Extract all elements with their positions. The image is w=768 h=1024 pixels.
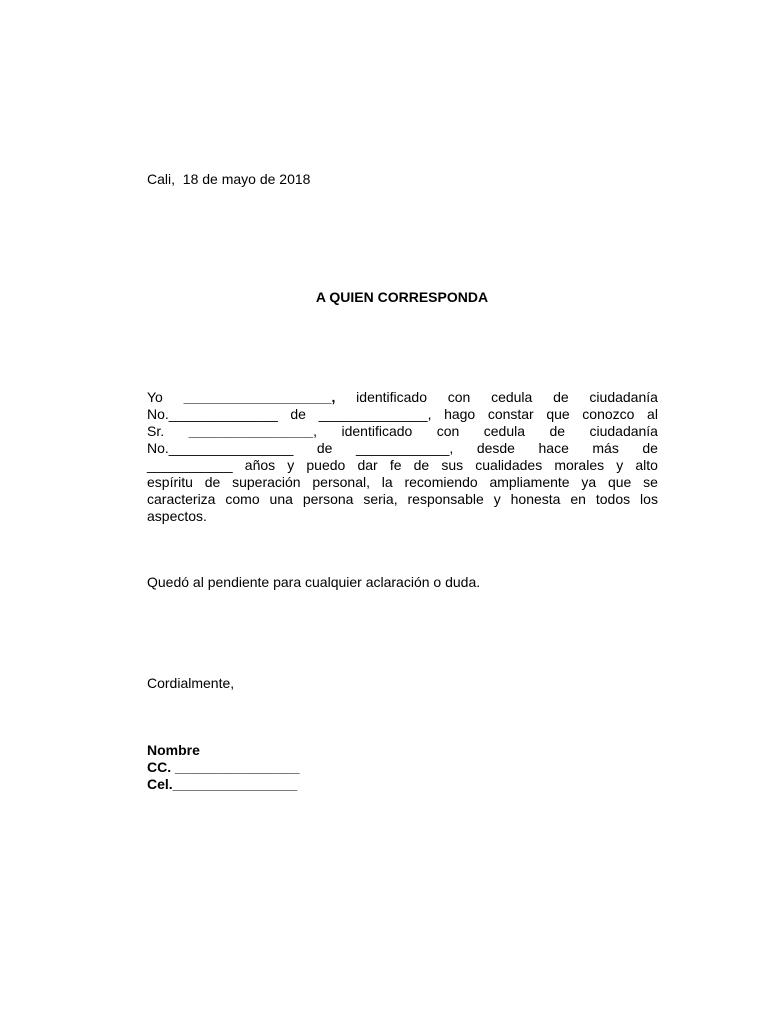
body-line-2 <box>147 406 658 423</box>
word: años <box>244 457 276 473</box>
word: la <box>381 474 393 490</box>
word: alto <box>635 457 658 473</box>
word: hace <box>538 440 569 456</box>
body-line-5 <box>147 457 658 474</box>
word: sus <box>441 457 464 473</box>
word: identificado <box>341 423 413 439</box>
word: , <box>313 423 318 439</box>
letter-body <box>147 389 658 525</box>
word: los <box>640 491 658 507</box>
word: constar <box>487 406 534 422</box>
sr-name-blank: ________________ <box>188 423 314 439</box>
regards-line: Cordialmente, <box>147 675 235 691</box>
word: de <box>290 406 306 422</box>
word: Sr. <box>147 423 165 439</box>
word: dar <box>357 457 378 473</box>
word: se <box>643 474 658 490</box>
signature-block <box>147 742 300 793</box>
word: ciudadanía <box>589 389 658 405</box>
body-line-3 <box>147 423 658 440</box>
word: y <box>287 457 295 473</box>
word: cedula <box>491 389 533 405</box>
word: de <box>642 440 658 456</box>
word: Yo <box>147 389 163 405</box>
body-line-6 <box>147 474 658 491</box>
word: ______________, <box>318 406 432 422</box>
word: con <box>436 423 460 439</box>
signature-cel: Cel.________________ <box>147 776 298 792</box>
letter-heading: A QUIEN CORRESPONDA <box>315 289 489 305</box>
body-line-8 <box>147 508 658 525</box>
name-blank: ___________________, <box>183 389 336 405</box>
word: hago <box>444 406 476 422</box>
word: todos <box>595 491 631 507</box>
word: superación <box>232 474 301 490</box>
word: identificado <box>356 389 427 405</box>
word: ___________ <box>147 457 233 473</box>
word: morales <box>554 457 605 473</box>
word: honesta <box>510 491 561 507</box>
word: cedula <box>483 423 526 439</box>
word: personal, <box>312 474 370 490</box>
sr-name-group <box>189 423 317 440</box>
word: persona <box>302 491 354 507</box>
word: puedo <box>306 457 346 473</box>
word: de <box>413 457 430 473</box>
word: de <box>549 423 566 439</box>
body-line-4 <box>147 440 658 457</box>
word: ya <box>581 474 597 490</box>
word: al <box>647 406 658 422</box>
closing-line: Quedó al pendiente para cualquier aclaración o duda. <box>147 574 481 590</box>
word: que <box>546 406 570 422</box>
word: de <box>553 389 569 405</box>
word: No.________________ <box>147 440 294 456</box>
word: una <box>269 491 293 507</box>
word: en <box>570 491 586 507</box>
word: de <box>316 440 333 456</box>
signature-cc: CC. ________________ <box>147 759 300 775</box>
word: y <box>616 457 624 473</box>
word: desde <box>476 440 515 456</box>
word: más <box>592 440 619 456</box>
word: aspectos. <box>147 508 207 524</box>
word: espíritu <box>147 474 193 490</box>
word: No.______________ <box>147 406 278 422</box>
word: conozco <box>582 406 635 422</box>
word: ciudadanía <box>589 423 658 439</box>
date-line: Cali, 18 de mayo de 2018 <box>147 171 311 187</box>
word: recomiendo <box>404 474 478 490</box>
word: y <box>493 491 501 507</box>
word: ampliamente <box>489 474 570 490</box>
word: de <box>204 474 221 490</box>
word: que <box>607 474 632 490</box>
body-line-1 <box>147 389 658 406</box>
word: seria, <box>363 491 398 507</box>
word: caracteriza <box>147 491 216 507</box>
word: como <box>225 491 260 507</box>
word: con <box>447 389 471 405</box>
word: fe <box>389 457 402 473</box>
signature-name: Nombre <box>147 742 200 758</box>
word: ____________, <box>355 440 454 456</box>
word: cualidades <box>475 457 543 473</box>
word: responsable <box>407 491 484 507</box>
body-line-7 <box>147 491 658 508</box>
